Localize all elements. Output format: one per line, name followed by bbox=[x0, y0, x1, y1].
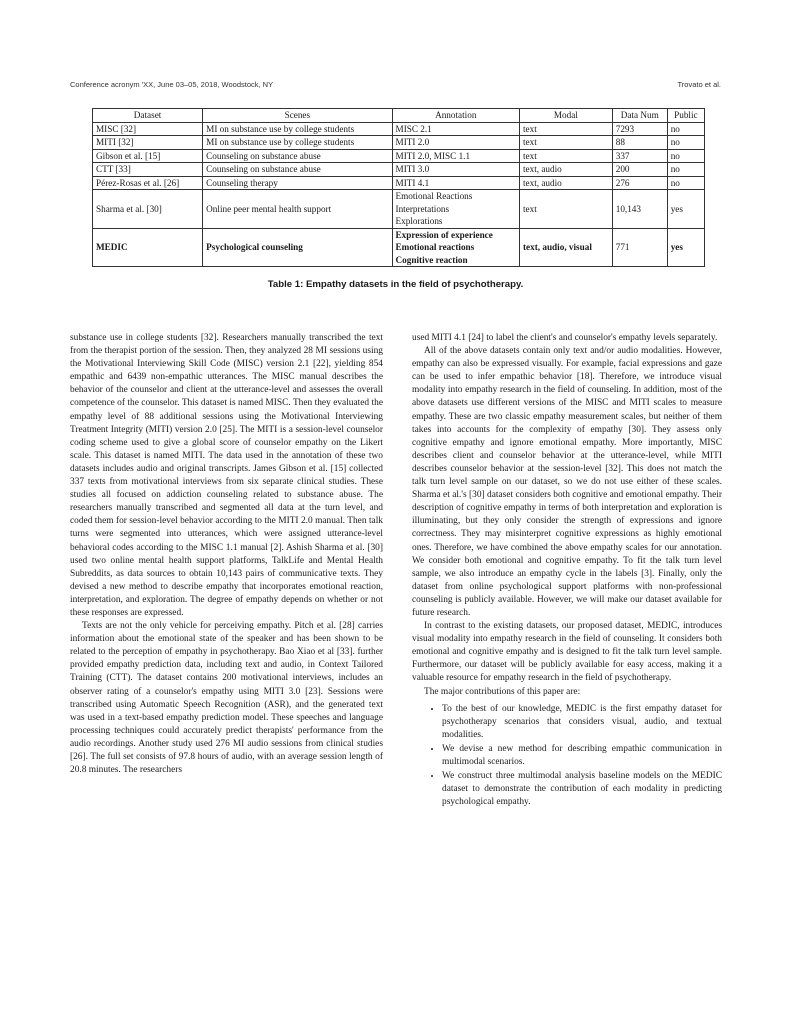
cell-public: no bbox=[667, 176, 704, 190]
cell-annotation: MITI 2.0, MISC 1.1 bbox=[392, 149, 519, 163]
cell-dataset: Sharma et al. [30] bbox=[93, 190, 203, 229]
table-row bbox=[93, 136, 705, 150]
table-header-row bbox=[93, 109, 705, 123]
cell-modal: text, audio bbox=[519, 163, 612, 177]
paragraph: used MITI 4.1 [24] to label the client's and counselor's empathy levels separately. bbox=[412, 333, 718, 343]
cell-modal: text, audio bbox=[519, 176, 612, 190]
cell-scenes: Online peer mental health support bbox=[203, 190, 392, 229]
cell-scenes: Counseling therapy bbox=[203, 176, 392, 190]
cell-num: 88 bbox=[612, 136, 667, 150]
cell-annotation: MITI 4.1 bbox=[392, 176, 519, 190]
cell-public: no bbox=[667, 136, 704, 150]
table-row bbox=[93, 176, 705, 190]
cell-scenes: MI on substance use by college students bbox=[203, 122, 392, 136]
cell-annotation bbox=[392, 228, 519, 267]
annotation-line: Emotional Reactions bbox=[395, 191, 473, 201]
cell-num: 771 bbox=[612, 228, 667, 267]
cell-public: no bbox=[667, 122, 704, 136]
paragraph: substance use in college students [32]. Researchers manually transcribed the text from the therapist portion of the session. Then, they analyzed 28 MI sessions using the Motivational Interviewing Skill Code (MISC) version 2.1 [22], yielding 854 empathic and 6439 non-empathic utterances. The MISC manual describes the behavior of the counselor and client at the utterance-level and assesses the overall competence of the counselor. This dataset is named MISC. Then they evaluated the empathy level of 88 additional sessions using the Motivational Interviewing Treatment Integrity (MITI) version 2.0 [25]. The MITI is a session-level counselor coding scheme used to give a global score of counselor empathy on the Likert scale. This dataset is named MITI. The data used in the annotation of these two datasets includes audio and original transcripts. James Gibson et al. [15] collected 337 texts from motivational interviews from six separate clinical studies. These studies all focused on addiction counseling related to substance abuse. The researchers manually transcribed and segmented all data at the turn level, and coded them for session-level behavior according to the MITI 2.0 manual. Then talk turns were segmented into utterances, which were assigned utterance-level behavioral codes according to the MISC 1.1 manual [2]. Ashish Sharma et al. [30] used two online mental health support platforms, TalkLife and Mental Health Subreddits, as data sources to obtain 10,143 pairs of communicative texts. They devised a new method to describe empathy that incorporates emotional reaction, interpretation, and exploration. The degree of empathy depends on whether or not these responses are expressed. bbox=[70, 333, 383, 618]
table-row bbox=[93, 163, 705, 177]
table-caption: Table 1: Empathy datasets in the field of psychotherapy. bbox=[267, 279, 524, 290]
cell-public: yes bbox=[667, 190, 704, 229]
cell-annotation bbox=[392, 190, 519, 229]
cell-dataset: MISC [32] bbox=[93, 122, 203, 136]
annotation-line: Emotional reactions bbox=[395, 242, 475, 252]
table-row bbox=[93, 122, 705, 136]
cell-modal: text, audio, visual bbox=[519, 228, 612, 267]
cell-num: 200 bbox=[612, 163, 667, 177]
cell-annotation: MISC 2.1 bbox=[392, 122, 519, 136]
cell-modal: text bbox=[519, 149, 612, 163]
cell-scenes: Counseling on substance abuse bbox=[203, 163, 392, 177]
table-row bbox=[93, 149, 705, 163]
header-authors: Trovato et al. bbox=[677, 80, 721, 89]
cell-annotation: MITI 2.0 bbox=[392, 136, 519, 150]
right-column bbox=[412, 332, 722, 810]
header-conference: Conference acronym 'XX, June 03–05, 2018, Woodstock, NY bbox=[70, 80, 274, 89]
cell-dataset: CTT [33] bbox=[93, 163, 203, 177]
col-dataset: Dataset bbox=[93, 109, 203, 123]
col-modal: Modal bbox=[519, 109, 612, 123]
cell-public: no bbox=[667, 163, 704, 177]
cell-dataset: MEDIC bbox=[93, 228, 203, 267]
cell-modal: text bbox=[519, 190, 612, 229]
cell-public: yes bbox=[667, 228, 704, 267]
empathy-datasets-table bbox=[92, 108, 705, 267]
col-annotation: Annotation bbox=[392, 109, 519, 123]
cell-num: 337 bbox=[612, 149, 667, 163]
annotation-line: Interpretations bbox=[395, 203, 450, 214]
col-data-num: Data Num bbox=[612, 109, 667, 123]
paragraph: All of the above datasets contain only text and/or audio modalities. However, empathy can also be expressed visually. For example, facial expressions and gaze can be used to infer empathic behavior [18]. Therefore, we introduce visual modality into empathy research in the field of counseling. In addition, most of the above datasets use different versions of the MISC and MITI scales to measure empathy. These are two classic empathy measurement scales, but neither of them takes into accounts for the complexity of empathy [30]. They assess only cognitive empathy and ignore emotional empathy. More importantly, MISC describes client and counselor behavior at the utterance-level, while MITI describes counselor behavior at the session-level [32]. This does not match the talk turn level sample on our dataset, so we do not use either of these scales. Sharma et al.'s [30] dataset considers both cognitive and emotional empathy. Their description of cognitive empathy in terms of both interpretation and exploration is illuminating, but they only consider the strength of expressions and ignore correctness. They may misinterpret cognitive expressions as highly emotional ones. Therefore, we have combined the above empathy scales for our annotation. We consider both emotional and cognitive empathy. To fit the talk turn level sample, we also introduce an empathy cycle in the labels [3]. Finally, only the dataset from online psychological support platforms with non-professional counseling is publicly available. However, we will make our dataset available for future research. bbox=[412, 346, 722, 618]
paragraph: Texts are not the only vehicle for perceiving empathy. Pitch et al. [28] carries information about the emotional state of the speaker and has been shown to be related to the perception of empathy in psychotherapy. Bao Xiao et al [33]. further provided empathy prediction data, including text and audio, in Context Tailored Training (CTT). The dataset contains 200 motivational interviews, includes an observer rating of a counselor's empathy using MITI 3.0 [23]. Sessions were transcribed using Automatic Speech Recognition (ASR), and the generated text was used in a text-based empathy prediction model. These speeches and language processing techniques could accurately predict therapists' performance from the audio recordings. Another study used 276 MI audio sessions from clinical studies [26]. The full set consists of 97.8 hours of audio, with an average session length of 20.8 minutes. The researchers bbox=[70, 621, 383, 776]
cell-num: 276 bbox=[612, 176, 667, 190]
cell-modal: text bbox=[519, 136, 612, 150]
col-public: Public bbox=[667, 109, 704, 123]
paragraph: In contrast to the existing datasets, our proposed dataset, MEDIC, introduces visual modality into empathy research in the field of counseling. It considers both emotional and cognitive empathy and is designed to fit the talk turn level sample. Furthermore, our dataset will be publicly available for easy access, making it a valuable resource for empathy research in the field of psychotherapy. bbox=[412, 621, 722, 684]
list-item: • We devise a new method for describing empathic communication in multimodal scenarios. bbox=[442, 743, 722, 769]
cell-dataset: Gibson et al. [15] bbox=[93, 149, 203, 163]
table-row bbox=[93, 190, 705, 229]
col-scenes: Scenes bbox=[203, 109, 392, 123]
cell-num: 10,143 bbox=[612, 190, 667, 229]
cell-modal: text bbox=[519, 122, 612, 136]
list-item: • We construct three multimodal analysis baseline models on the MEDIC dataset to demonstrate the contribution of each modality in predicting psychological empathy. bbox=[442, 770, 722, 809]
left-column bbox=[70, 332, 383, 777]
list-item: • To the best of our knowledge, MEDIC is the first empathy dataset for psychotherapy scenarios that considers visual, audio, and textual modalities. bbox=[442, 703, 722, 742]
cell-num: 7293 bbox=[612, 122, 667, 136]
cell-dataset: Pérez-Rosas et al. [26] bbox=[93, 176, 203, 190]
paragraph: The major contributions of this paper are: bbox=[424, 686, 581, 697]
running-header bbox=[70, 80, 721, 92]
cell-public: no bbox=[667, 149, 704, 163]
cell-scenes: Psychological counseling bbox=[203, 228, 392, 267]
contributions-list bbox=[412, 703, 722, 810]
cell-dataset: MITI [32] bbox=[93, 136, 203, 150]
cell-scenes: MI on substance use by college students bbox=[203, 136, 392, 150]
cell-annotation: MITI 3.0 bbox=[392, 163, 519, 177]
cell-scenes: Counseling on substance abuse bbox=[203, 149, 392, 163]
annotation-line: Explorations bbox=[395, 216, 443, 226]
annotation-line: Cognitive reaction bbox=[395, 254, 468, 265]
annotation-line: Expression of experience bbox=[395, 229, 493, 240]
table-row-medic bbox=[93, 228, 705, 267]
